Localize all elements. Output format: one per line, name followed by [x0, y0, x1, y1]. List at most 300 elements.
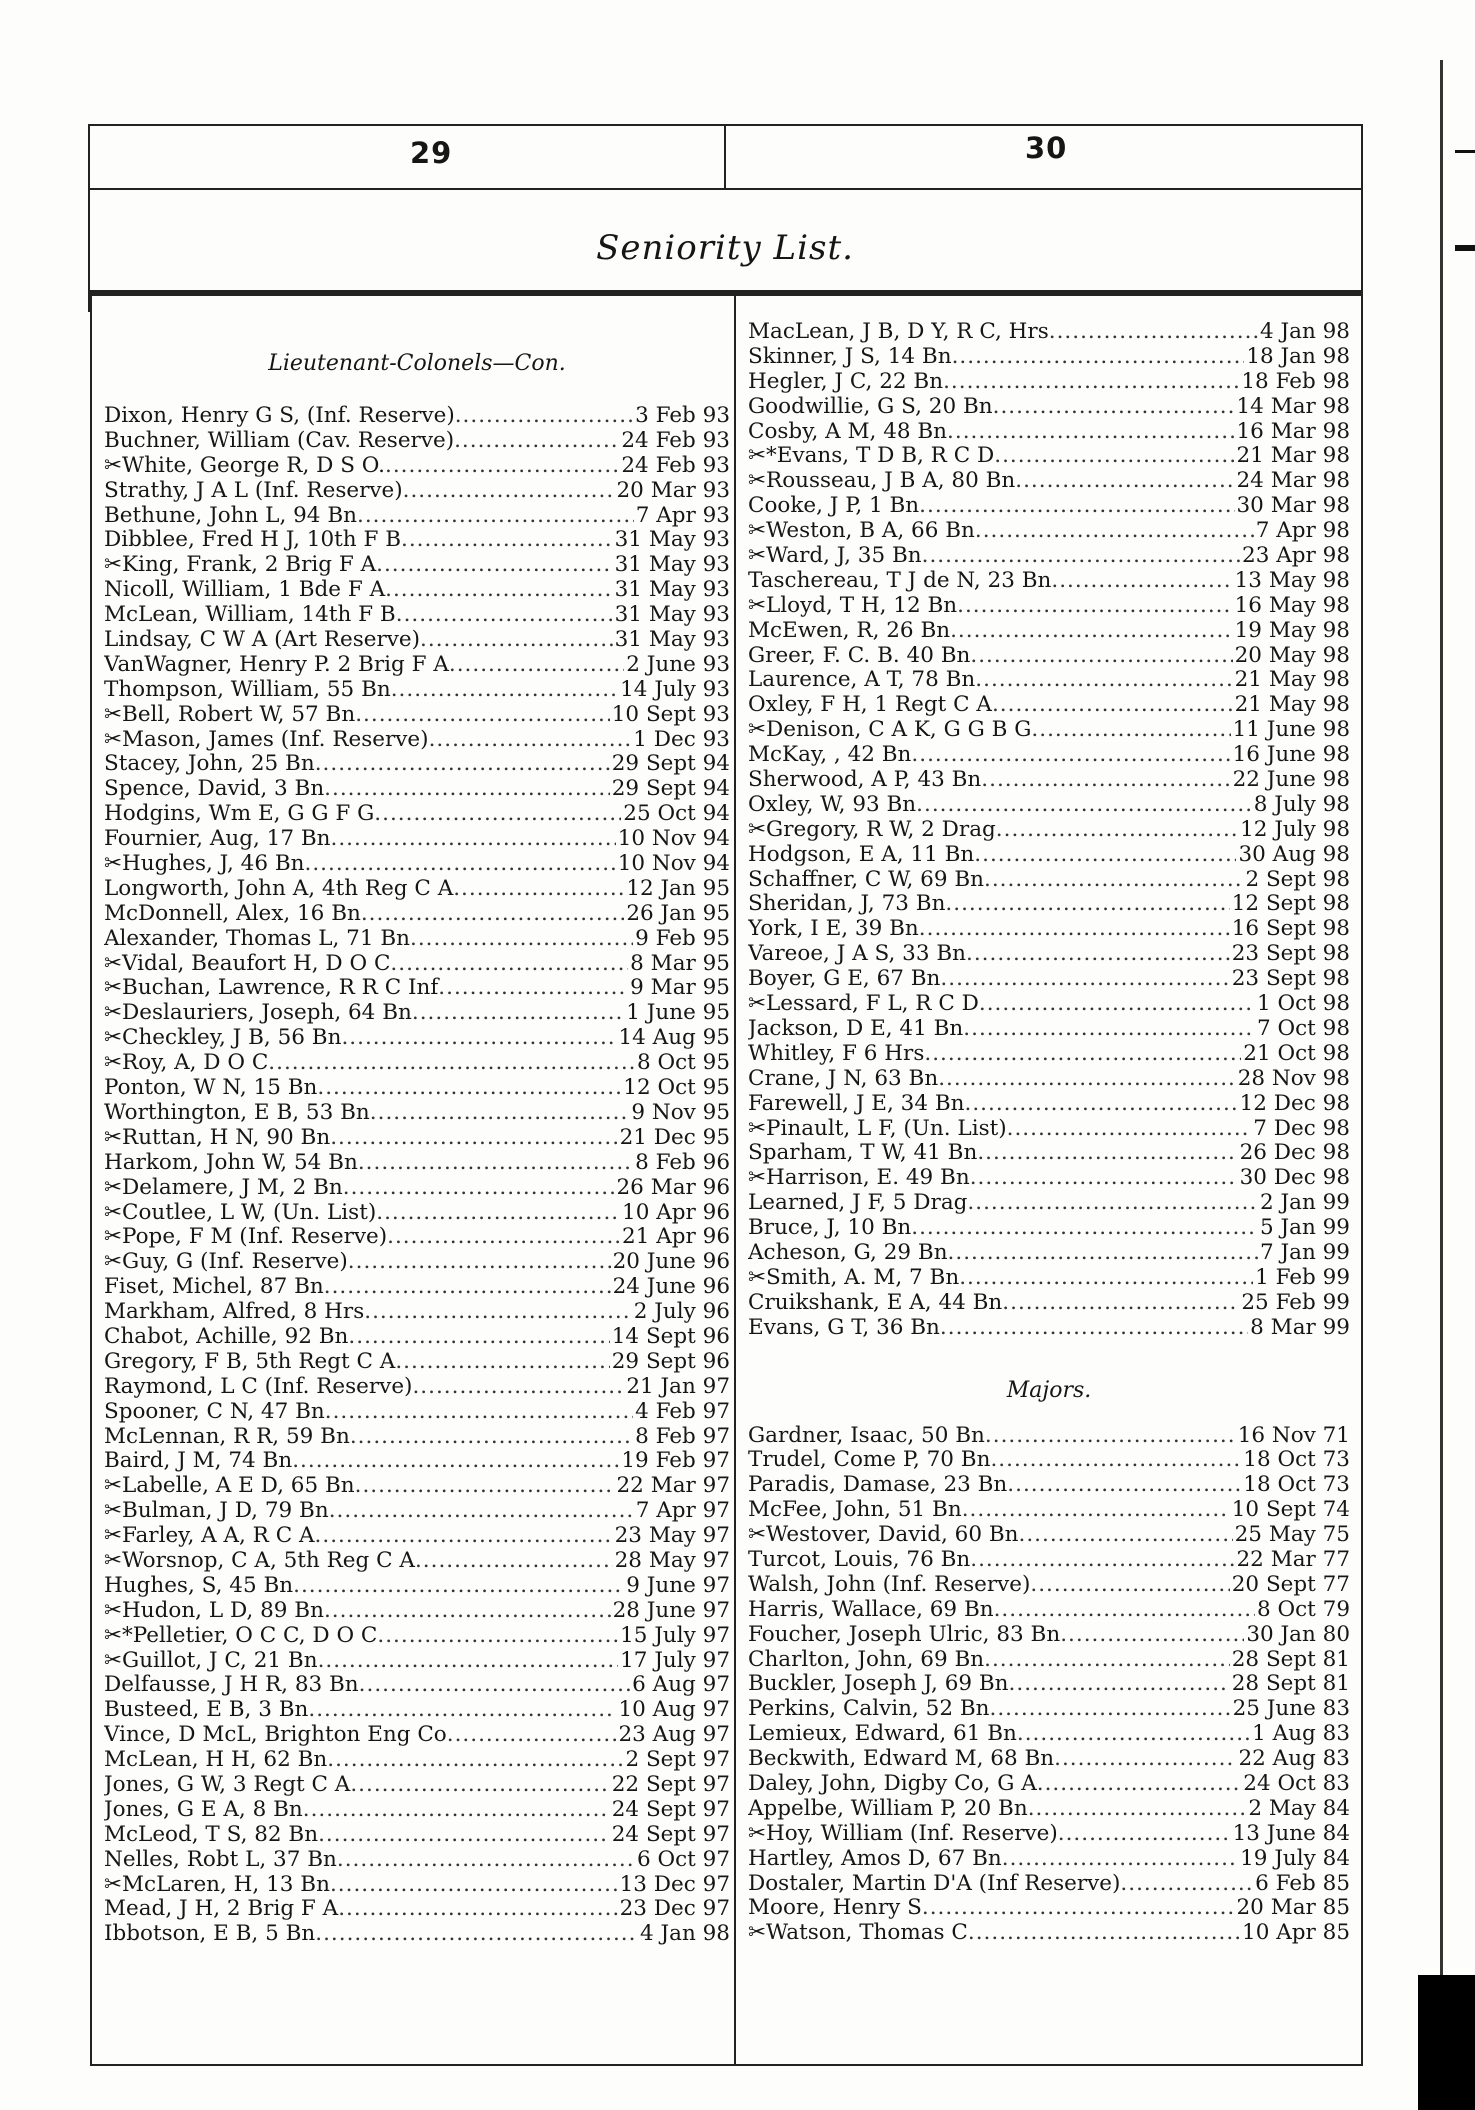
officer-name: ✂Vidal, Beaufort H, D O C: [104, 951, 391, 976]
list-entry: [748, 1316, 1350, 1341]
list-entry: [748, 594, 1350, 619]
leader-dots: [315, 752, 610, 777]
page-edge-tick: [1455, 150, 1475, 153]
officer-name: ✂Pope, F M (Inf. Reserve): [104, 1225, 388, 1250]
list-entry: [104, 1101, 730, 1126]
seniority-date: 24 Oct 83: [1243, 1771, 1350, 1796]
seniority-date: 23 May 97: [614, 1524, 730, 1549]
officer-name: ✂Deslauriers, Joseph, 64 Bn: [104, 1001, 412, 1026]
list-entry: [104, 1425, 730, 1450]
list-entry: [748, 793, 1350, 818]
list-entry: [748, 917, 1350, 942]
seniority-date: 2 Sept 97: [625, 1748, 730, 1773]
leader-dots: [1037, 1772, 1242, 1797]
list-entry: [748, 1216, 1350, 1241]
leader-dots: [966, 942, 1230, 967]
officer-name: Hegler, J C, 22 Bn: [748, 369, 944, 394]
seniority-date: 25 Feb 99: [1241, 1290, 1350, 1315]
leader-dots: [974, 843, 1236, 868]
officer-name: MacLean, J B, D Y, R C, Hrs: [748, 320, 1049, 344]
list-entry: [104, 528, 730, 553]
page-edge-shadow: [1418, 1975, 1475, 2110]
leader-dots: [940, 1316, 1248, 1341]
officer-name: ✂Bell, Robert W, 57 Bn: [104, 702, 356, 727]
seniority-date: 7 Oct 98: [1256, 1016, 1350, 1041]
seniority-date: 26 Jan 95: [626, 901, 730, 926]
seniority-date: 21 Apr 96: [622, 1225, 730, 1250]
officer-name: ✂Checkley, J B, 56 Bn: [104, 1026, 342, 1051]
list-entry: [104, 1848, 730, 1873]
officer-name: Chabot, Achille, 92 Bn: [104, 1324, 349, 1349]
seniority-date: 22 Mar 77: [1236, 1547, 1350, 1572]
list-entry: [104, 1922, 730, 1947]
seniority-date: 5 Jan 99: [1260, 1216, 1350, 1241]
leader-dots: [1007, 1473, 1241, 1498]
seniority-date: 9 June 97: [626, 1573, 730, 1598]
seniority-date: 17 July 97: [620, 1648, 730, 1673]
leader-dots: [412, 1375, 624, 1400]
leader-dots: [341, 1026, 616, 1051]
seniority-date: 23 Aug 97: [618, 1723, 730, 1748]
list-entry: [104, 1599, 730, 1624]
list-entry: [748, 1092, 1350, 1117]
seniority-date: 22 Mar 97: [616, 1474, 730, 1499]
list-entry: [748, 1598, 1350, 1623]
officer-name: Hodgins, Wm E, G G F G: [104, 802, 375, 827]
list-entry: [748, 1017, 1350, 1042]
seniority-date: 8 Mar 99: [1250, 1315, 1350, 1340]
leader-dots: [350, 1773, 609, 1798]
seniority-date: 20 Sept 77: [1231, 1572, 1350, 1597]
officer-name: McEwen, R, 26 Bn: [748, 618, 951, 643]
seniority-date: 26 Mar 96: [616, 1175, 730, 1200]
seniority-date: 4 Feb 97: [635, 1399, 730, 1424]
officer-name: Buchner, William (Cav. Reserve): [104, 428, 455, 453]
leader-dots: [292, 1449, 619, 1474]
seniority-date: 14 July 93: [620, 677, 730, 702]
seniority-date: 31 May 93: [614, 603, 730, 628]
officer-name: Skinner, J S, 14 Bn: [748, 344, 952, 369]
list-entry: [104, 404, 730, 429]
list-entry: [748, 1747, 1350, 1772]
seniority-date: 24 June 96: [612, 1275, 730, 1300]
officer-name: McKay, , 42 Bn: [748, 743, 912, 768]
list-entry: [748, 494, 1350, 519]
list-entry: [748, 1241, 1350, 1266]
seniority-date: 30 Mar 98: [1236, 494, 1350, 519]
leader-dots: [1015, 469, 1234, 494]
leader-dots: [396, 603, 613, 628]
list-entry: [104, 1773, 730, 1798]
officer-name: ✂Gregory, R W, 2 Drag: [748, 817, 996, 842]
leader-dots: [385, 578, 613, 603]
left-column: [104, 350, 730, 1947]
officer-name: Boyer, G E, 67 Bn: [748, 967, 941, 992]
seniority-date: 12 Dec 98: [1239, 1091, 1350, 1116]
list-entry: [748, 1648, 1350, 1673]
seniority-date: 31 May 93: [614, 628, 730, 653]
list-entry: [748, 1042, 1350, 1067]
leader-dots: [293, 1574, 624, 1599]
seniority-date: 3 Feb 93: [635, 404, 730, 428]
leader-dots: [327, 1748, 623, 1773]
list-entry: [104, 1151, 730, 1176]
leader-dots: [924, 1042, 1241, 1067]
leader-dots: [420, 628, 613, 653]
leader-dots: [916, 793, 1252, 818]
seniority-date: 12 Sept 98: [1231, 892, 1350, 917]
leader-dots: [268, 1051, 635, 1076]
leader-dots: [994, 1598, 1255, 1623]
leader-dots: [391, 678, 618, 703]
officer-name: Fournier, Aug, 17 Bn: [104, 827, 331, 852]
seniority-date: 1 Aug 83: [1252, 1722, 1350, 1747]
officer-name: Goodwillie, G S, 20 Bn: [748, 394, 993, 419]
officer-name: ✂*Evans, T D B, R C D: [748, 444, 995, 469]
leader-dots: [331, 827, 616, 852]
officer-name: Evans, G T, 36 Bn: [748, 1315, 940, 1340]
seniority-date: 15 July 97: [620, 1623, 730, 1648]
seniority-date: 29 Sept 94: [611, 777, 730, 802]
seniority-date: 1 June 95: [626, 1001, 730, 1026]
list-entry: [748, 320, 1350, 345]
seniority-date: 21 Dec 95: [619, 1125, 730, 1150]
leader-dots: [449, 653, 624, 678]
officer-name: Cosby, A M, 48 Bn: [748, 419, 948, 444]
officer-name: Lemieux, Edward, 61 Bn: [748, 1722, 1017, 1747]
list-entry: [748, 1847, 1350, 1872]
officer-name: Bethune, John L, 94 Bn: [104, 503, 357, 528]
list-entry: [104, 678, 730, 703]
leader-dots: [1060, 1623, 1244, 1648]
lieutenant-colonels-heading: Lieutenant-Colonels—Con.: [268, 351, 566, 376]
leader-dots: [338, 1897, 617, 1922]
officer-name: Buckler, Joseph J, 69 Bn: [748, 1672, 1009, 1697]
seniority-date: 29 Sept 94: [611, 752, 730, 777]
leader-dots: [984, 868, 1243, 893]
list-entry: [104, 952, 730, 977]
leader-dots: [324, 1599, 611, 1624]
list-entry: [748, 1141, 1350, 1166]
leader-dots: [922, 1896, 1235, 1921]
officer-name: Jones, G E A, 8 Bn: [104, 1797, 303, 1822]
list-entry: [748, 1623, 1350, 1648]
leader-dots: [364, 1300, 632, 1325]
officer-name: Vareoe, J A S, 33 Bn: [748, 942, 966, 967]
list-entry: [104, 429, 730, 454]
list-entry: [748, 519, 1350, 544]
leader-dots: [919, 494, 1234, 519]
list-entry: [748, 1166, 1350, 1191]
seniority-date: 10 Nov 94: [617, 827, 730, 852]
seniority-date: 12 Jan 95: [626, 876, 730, 901]
seniority-date: 8 Oct 95: [636, 1051, 730, 1076]
seniority-date: 19 May 98: [1234, 618, 1350, 643]
officer-name: Learned, J F, 5 Drag: [748, 1191, 968, 1216]
leader-dots: [429, 728, 632, 753]
list-entry: [104, 752, 730, 777]
leader-dots: [348, 1325, 609, 1350]
leader-dots: [940, 967, 1229, 992]
seniority-date: 8 Oct 79: [1256, 1597, 1350, 1622]
leader-dots: [967, 1191, 1258, 1216]
list-entry: [748, 1424, 1350, 1449]
officer-name: ✂Buchan, Lawrence, R R C Inf: [104, 976, 439, 1001]
leader-dots: [962, 1498, 1230, 1523]
seniority-date: 7 Jan 99: [1260, 1240, 1350, 1265]
list-entry: [104, 1748, 730, 1773]
seniority-date: 6 Feb 85: [1255, 1871, 1350, 1896]
list-entry: [748, 1191, 1350, 1216]
leader-dots: [1120, 1872, 1253, 1897]
list-entry: [104, 1250, 730, 1275]
page-edge-tick: [1455, 245, 1475, 251]
seniority-date: 4 Jan 98: [640, 1922, 730, 1947]
leader-dots: [337, 1848, 635, 1873]
seniority-date: 29 Sept 96: [611, 1349, 730, 1374]
list-entry: [104, 1176, 730, 1201]
officer-name: Stacey, John, 25 Bn: [104, 752, 315, 777]
leader-dots: [970, 1548, 1234, 1573]
list-entry: [104, 1400, 730, 1425]
leader-dots: [993, 395, 1235, 420]
leader-dots: [359, 1673, 631, 1698]
list-entry: [104, 1201, 730, 1226]
lieutenant-colonels-continued-list: [748, 320, 1350, 1341]
list-entry: [104, 1574, 730, 1599]
leader-dots: [1002, 1847, 1238, 1872]
list-entry: [748, 1772, 1350, 1797]
seniority-date: 22 Aug 83: [1238, 1747, 1350, 1772]
list-entry: [748, 1291, 1350, 1316]
seniority-date: 10 Sept 93: [611, 702, 730, 727]
officer-name: Cooke, J P, 1 Bn: [748, 494, 920, 519]
seniority-date: 2 June 93: [626, 652, 730, 677]
officer-name: Appelbe, William P, 20 Bn: [748, 1796, 1028, 1821]
list-entry: [748, 1822, 1350, 1847]
leader-dots: [938, 1067, 1236, 1092]
seniority-date: 22 June 98: [1232, 768, 1350, 793]
seniority-date: 21 Oct 98: [1243, 1041, 1350, 1066]
seniority-date: 18 Oct 73: [1243, 1473, 1350, 1498]
officer-name: Spence, David, 3 Bn: [104, 777, 325, 802]
seniority-date: 23 Sept 98: [1231, 967, 1350, 992]
leader-dots: [990, 1448, 1241, 1473]
seniority-date: 12 July 98: [1240, 817, 1350, 842]
officer-name: Hartley, Amos D, 67 Bn: [748, 1846, 1002, 1871]
leader-dots: [370, 1101, 630, 1126]
officer-name: Farewell, J E, 34 Bn: [748, 1091, 965, 1116]
list-entry: [104, 1225, 730, 1250]
officer-name: Lindsay, C W A (Art Reserve): [104, 628, 421, 653]
seniority-date: 16 Mar 98: [1236, 419, 1350, 444]
seniority-date: 24 Sept 97: [611, 1822, 730, 1847]
list-entry: [748, 718, 1350, 743]
leader-dots: [1009, 1672, 1230, 1697]
leader-dots: [968, 1921, 1240, 1946]
leader-dots: [1031, 718, 1230, 743]
seniority-date: 25 June 83: [1232, 1697, 1350, 1722]
seniority-date: 7 Apr 97: [635, 1499, 730, 1524]
seniority-date: 18 Jan 98: [1246, 344, 1350, 369]
seniority-date: 20 Mar 85: [1236, 1896, 1350, 1921]
leader-dots: [975, 519, 1254, 544]
seniority-date: 12 Oct 95: [623, 1076, 730, 1101]
officer-name: Acheson, G, 29 Bn: [748, 1240, 948, 1265]
officer-name: ✂Lloyd, T H, 12 Bn: [748, 593, 958, 618]
page-title: Seniority List.: [596, 228, 854, 268]
officer-name: McLean, H H, 62 Bn: [104, 1748, 328, 1773]
leader-dots: [970, 644, 1232, 669]
seniority-date: 25 May 75: [1234, 1523, 1350, 1548]
list-entry: [748, 420, 1350, 445]
list-entry: [748, 868, 1350, 893]
seniority-date: 14 Aug 95: [618, 1026, 730, 1051]
leader-dots: [959, 1266, 1253, 1291]
leader-dots: [1017, 1722, 1250, 1747]
officer-name: ✂Guy, G (Inf. Reserve): [104, 1250, 348, 1275]
officer-name: VanWagner, Henry P. 2 Brig F A: [104, 652, 449, 677]
officer-name: ✂Harrison, E. 49 Bn: [748, 1166, 970, 1191]
seniority-date: 28 Sept 81: [1231, 1647, 1350, 1672]
list-entry: [748, 967, 1350, 992]
officer-name: Oxley, W, 93 Bn: [748, 792, 917, 817]
leader-dots: [992, 693, 1233, 718]
seniority-date: 24 Sept 97: [611, 1797, 730, 1822]
officer-name: ✂Ward, J, 35 Bn: [748, 544, 922, 569]
seniority-date: 2 May 84: [1248, 1796, 1350, 1821]
seniority-date: 23 Sept 98: [1231, 942, 1350, 967]
officer-name: ✂Pinault, L F, (Un. List): [748, 1116, 1007, 1141]
list-entry: [104, 578, 730, 603]
title-thick-rule: [90, 290, 1361, 296]
officer-name: McLennan, R R, 59 Bn: [104, 1424, 350, 1449]
list-entry: [748, 992, 1350, 1017]
leader-dots: [350, 1425, 633, 1450]
leader-dots: [308, 1698, 616, 1723]
officer-name: Greer, F. C. B. 40 Bn: [748, 643, 971, 668]
officer-name: ✂Lessard, F L, R C D: [748, 992, 979, 1017]
leader-dots: [948, 1241, 1258, 1266]
list-entry: [104, 1076, 730, 1101]
leader-dots: [447, 1723, 617, 1748]
seniority-date: 10 Apr 96: [622, 1200, 730, 1225]
officer-name: Raymond, L C (Inf. Reserve): [104, 1374, 413, 1399]
list-entry: [748, 1523, 1350, 1548]
leader-dots: [975, 668, 1232, 693]
list-entry: [104, 976, 730, 1001]
seniority-date: 1 Feb 99: [1255, 1265, 1350, 1290]
list-entry: [104, 1624, 730, 1649]
officer-name: ✂Denison, C A K, G G B G: [748, 718, 1032, 743]
seniority-date: 2 Sept 98: [1245, 867, 1350, 892]
bottom-rule: [90, 2064, 1363, 2066]
list-entry: [104, 802, 730, 827]
seniority-date: 10 Apr 85: [1242, 1921, 1350, 1946]
leader-dots: [943, 370, 1239, 395]
leader-dots: [330, 1126, 617, 1151]
leader-dots: [401, 528, 613, 553]
leader-dots: [315, 1524, 613, 1549]
leader-dots: [385, 454, 619, 479]
leader-dots: [403, 479, 615, 504]
leader-dots: [317, 1076, 621, 1101]
seniority-date: 18 Feb 98: [1241, 369, 1350, 394]
officer-name: Harris, Wallace, 69 Bn: [748, 1597, 994, 1622]
officer-name: ✂Watson, Thomas C: [748, 1921, 968, 1946]
seniority-date: 8 Mar 95: [630, 951, 730, 976]
list-entry: [104, 1524, 730, 1549]
seniority-date: 9 Nov 95: [631, 1100, 730, 1125]
officer-name: Gregory, F B, 5th Regt C A: [104, 1349, 396, 1374]
officer-name: Sherwood, A P, 43 Bn: [748, 768, 982, 793]
right-column-border: [1361, 296, 1363, 2066]
list-entry: [748, 1896, 1350, 1921]
leader-dots: [947, 420, 1234, 445]
list-entry: [104, 479, 730, 504]
seniority-date: 28 Nov 98: [1237, 1066, 1350, 1091]
seniority-date: 16 Sept 98: [1231, 917, 1350, 942]
seniority-date: 11 June 98: [1232, 718, 1350, 743]
officer-name: ✂Mason, James (Inf. Reserve): [104, 727, 429, 752]
list-entry: [748, 370, 1350, 395]
list-entry: [104, 553, 730, 578]
officer-name: ✂Coutlee, L W, (Un. List): [104, 1200, 377, 1225]
header-center-divider: [724, 124, 726, 188]
officer-name: Thompson, William, 55 Bn: [104, 677, 391, 702]
officer-name: ✂Delamere, J M, 2 Bn: [104, 1175, 343, 1200]
list-entry: [104, 628, 730, 653]
seniority-date: 21 Jan 97: [626, 1374, 730, 1399]
officer-name: Strathy, J A L (Inf. Reserve): [104, 478, 403, 503]
seniority-date: 7 Dec 98: [1253, 1116, 1350, 1141]
officer-name: Crane, J N, 63 Bn: [748, 1066, 939, 1091]
leader-dots: [1051, 569, 1232, 594]
seniority-date: 30 Jan 80: [1246, 1622, 1350, 1647]
officer-name: ✂Guillot, J C, 21 Bn: [104, 1648, 318, 1673]
list-entry: [104, 1649, 730, 1674]
officer-name: ✂Weston, B A, 66 Bn: [748, 519, 975, 544]
officer-name: Worthington, E B, 53 Bn: [104, 1100, 370, 1125]
leader-dots: [919, 917, 1230, 942]
seniority-date: 1 Oct 98: [1256, 992, 1350, 1017]
seniority-date: 21 May 98: [1234, 668, 1350, 693]
leader-dots: [455, 404, 633, 429]
list-entry: [104, 1897, 730, 1922]
seniority-date: 10 Sept 74: [1231, 1498, 1350, 1523]
seniority-date: 19 Feb 97: [621, 1449, 730, 1474]
list-entry: [104, 1798, 730, 1823]
officer-name: McLean, William, 14th F B: [104, 603, 396, 628]
seniority-date: 16 May 98: [1234, 593, 1350, 618]
list-entry: [104, 1499, 730, 1524]
leader-dots: [1019, 1523, 1233, 1548]
officer-name: Cruikshank, E A, 44 Bn: [748, 1290, 1003, 1315]
officer-name: Turcot, Louis, 76 Bn: [748, 1547, 971, 1572]
seniority-date: 13 June 84: [1232, 1821, 1350, 1846]
seniority-date: 1 Dec 93: [633, 727, 730, 752]
list-entry: [748, 444, 1350, 469]
officer-name: ✂Worsnop, C A, 5th Reg C A: [104, 1548, 415, 1573]
officer-name: Beckwith, Edward M, 68 Bn: [748, 1747, 1055, 1772]
list-entry: [748, 395, 1350, 420]
list-entry: [748, 818, 1350, 843]
leader-dots: [1030, 1573, 1229, 1598]
list-entry: [104, 1698, 730, 1723]
leader-dots: [318, 1649, 619, 1674]
officer-name: Laurence, A T, 78 Bn: [748, 668, 976, 693]
leader-dots: [1049, 320, 1258, 345]
